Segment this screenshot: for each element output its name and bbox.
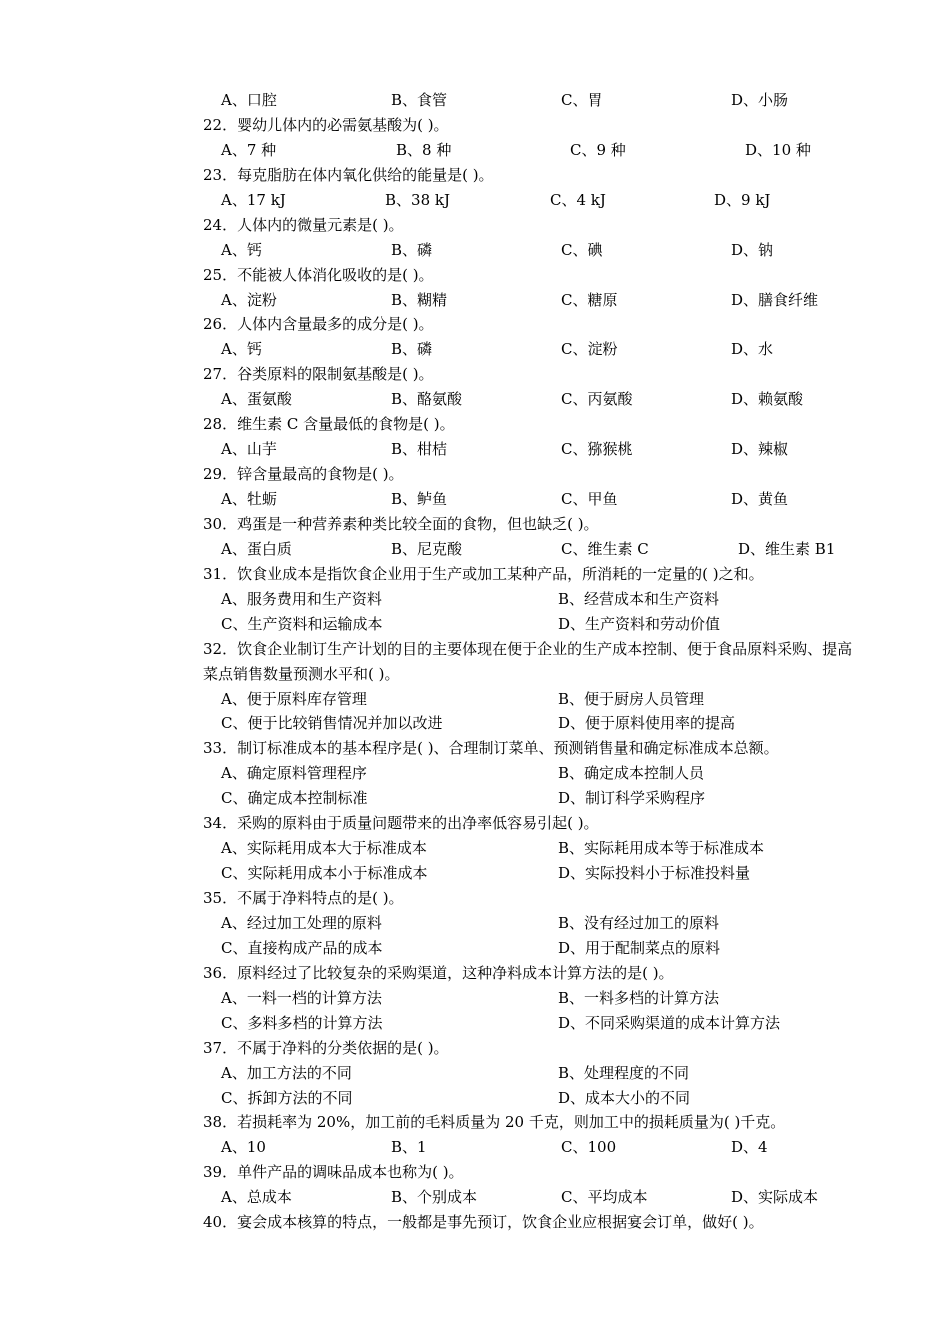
options-row: [0, 687, 950, 712]
option-d: D、水: [731, 340, 774, 359]
question-line: [0, 412, 950, 437]
option-b: B、1: [391, 1138, 427, 1157]
option-c: C、实际耗用成本小于标准成本: [221, 864, 428, 883]
option-a: A、口腔: [221, 91, 277, 109]
options-row: [0, 911, 950, 936]
question-line: [0, 961, 950, 986]
option-a: A、便于原料库存管理: [221, 689, 367, 708]
question-text: 37．不属于净料的分类依据的是( )。: [203, 1038, 449, 1057]
option-b: B、磷: [391, 240, 433, 259]
option-d: D、膳食纤维: [731, 290, 819, 309]
option-b: B、38 kJ: [385, 190, 450, 209]
question-line: [0, 213, 950, 238]
options-row: [0, 188, 950, 213]
options-row: [0, 1086, 950, 1111]
option-d: D、实际成本: [731, 1188, 819, 1207]
option-a: A、服务费用和生产资料: [221, 589, 382, 608]
question-line: [0, 736, 950, 761]
option-a: A、17 kJ: [221, 190, 286, 209]
options-row: [0, 88, 950, 113]
option-d: D、维生素 B1: [738, 539, 836, 558]
question-text: 24．人体内的微量元素是( )。: [203, 215, 404, 234]
options-row: [0, 612, 950, 637]
option-d: D、实际投料小于标准投料量: [558, 864, 751, 883]
option-a: A、钙: [221, 240, 262, 259]
option-b: B、经营成本和生产资料: [558, 589, 720, 608]
question-text: 27．谷类原料的限制氨基酸是( )。: [203, 365, 434, 384]
question-text: 36．原料经过了比较复杂的采购渠道，这种净料成本计算方法的是( )。: [203, 963, 674, 982]
option-c: C、猕猴桃: [561, 440, 633, 459]
option-d: D、10 种: [745, 140, 811, 159]
question-line: [0, 886, 950, 911]
options-row: [0, 761, 950, 786]
option-a: A、牡蛎: [221, 490, 277, 508]
question-text: 39．单件产品的调味品成本也称为( )。: [203, 1163, 464, 1182]
option-c: C、拆卸方法的不同: [221, 1088, 353, 1107]
question-text: 33．制订标准成本的基本程序是( )、合理制订菜单、预测销售量和确定标准成本总额。: [203, 739, 779, 758]
option-c: C、便于比较销售情况并加以改进: [221, 714, 443, 733]
question-line: [0, 1036, 950, 1061]
option-b: B、尼克酸: [391, 539, 463, 558]
options-row: [0, 1135, 950, 1160]
options-row: [0, 836, 950, 861]
options-row: [0, 1011, 950, 1036]
options-row: [0, 986, 950, 1011]
option-a: A、10: [221, 1138, 266, 1157]
question-text: 22．婴幼儿体内的必需氨基酸为( )。: [203, 115, 449, 134]
option-b: B、酪氨酸: [391, 390, 463, 409]
option-c: C、平均成本: [561, 1188, 648, 1207]
options-row: [0, 288, 950, 313]
option-b: B、糊精: [391, 290, 448, 309]
option-b: B、鲈鱼: [391, 490, 448, 508]
option-c: C、糖原: [561, 290, 618, 309]
option-a: A、一料一档的计算方法: [221, 988, 382, 1007]
question-line: [0, 1160, 950, 1185]
question-text: 25．不能被人体消化吸收的是( )。: [203, 265, 434, 284]
question-line: [0, 163, 950, 188]
option-d: D、用于配制菜点的原料: [558, 938, 721, 957]
option-c: C、维生素 C: [561, 539, 649, 558]
option-c: C、直接构成产品的成本: [221, 938, 383, 957]
option-b: B、确定成本控制人员: [558, 764, 705, 783]
question-text: 34．采购的原料由于质量问题带来的出净率低容易引起( )。: [203, 814, 599, 833]
option-b: B、柑桔: [391, 440, 448, 459]
option-c: C、淀粉: [561, 340, 618, 359]
question-line: [0, 1110, 950, 1135]
options-row: [0, 238, 950, 263]
options-row: [0, 786, 950, 811]
options-row: [0, 437, 950, 462]
option-b: B、个别成本: [391, 1188, 478, 1207]
options-row: [0, 711, 950, 736]
option-b: B、磷: [391, 340, 433, 359]
question-text: 30．鸡蛋是一种营养素种类比较全面的食物，但也缺乏( )。: [203, 514, 599, 533]
option-d: D、4: [731, 1138, 768, 1157]
question-line: [0, 637, 950, 687]
option-d: D、钠: [731, 240, 774, 259]
question-text: 26．人体内含量最多的成分是( )。: [203, 315, 434, 334]
question-line: [0, 1210, 950, 1235]
option-a: A、蛋氨酸: [221, 390, 292, 409]
option-a: A、钙: [221, 340, 262, 359]
question-text: 28．维生素 C 含量最低的食物是( )。: [203, 415, 455, 434]
options-row: [0, 861, 950, 886]
options-row: [0, 337, 950, 362]
option-d: D、不同采购渠道的成本计算方法: [558, 1013, 781, 1032]
question-line: [0, 263, 950, 288]
option-d: D、小肠: [731, 91, 789, 109]
options-row: [0, 537, 950, 562]
option-d: D、黄鱼: [731, 490, 789, 508]
option-a: A、山芋: [221, 440, 277, 459]
option-c: C、100: [561, 1138, 617, 1157]
option-d: D、赖氨酸: [731, 390, 804, 409]
question-text: 29．锌含量最高的食物是( )。: [203, 465, 404, 484]
option-c: C、9 种: [570, 140, 626, 159]
question-text: 40．宴会成本核算的特点，一般都是事先预订，饮食企业应根据宴会订单，做好( )。: [203, 1213, 764, 1232]
question-line: [0, 562, 950, 587]
option-b: B、处理程度的不同: [558, 1063, 690, 1082]
question-text: 38．若损耗率为 20%，加工前的毛料质量为 20 千克，则加工中的损耗质量为( )千克。: [203, 1113, 786, 1132]
options-row: [0, 587, 950, 612]
question-text: 35．不属于净料特点的是( )。: [203, 889, 404, 908]
option-c: C、确定成本控制标准: [221, 789, 368, 808]
option-a: A、总成本: [221, 1188, 292, 1207]
exam-page: [0, 88, 950, 1235]
options-row: [0, 1061, 950, 1086]
options-row: [0, 387, 950, 412]
option-c: C、生产资料和运输成本: [221, 614, 383, 633]
option-d: D、成本大小的不同: [558, 1088, 691, 1107]
question-line: [0, 811, 950, 836]
option-c: C、多料多档的计算方法: [221, 1013, 383, 1032]
question-text: 32．饮食企业制订生产计划的目的主要体现在便于企业的生产成本控制、便于食品原料采购、提高菜点销售数量预测水平和( )。: [203, 639, 853, 683]
question-line: [0, 462, 950, 487]
option-d: D、便于原料使用率的提高: [558, 714, 736, 733]
options-row: [0, 487, 950, 512]
option-b: B、一料多档的计算方法: [558, 988, 720, 1007]
question-line: [0, 113, 950, 138]
option-b: B、8 种: [396, 140, 452, 159]
option-b: B、便于厨房人员管理: [558, 689, 705, 708]
options-row: [0, 1185, 950, 1210]
question-line: [0, 362, 950, 387]
option-c: C、碘: [561, 240, 603, 259]
option-d: D、制订科学采购程序: [558, 789, 706, 808]
question-text: 23．每克脂肪在体内氧化供给的能量是( )。: [203, 165, 494, 184]
option-c: C、丙氨酸: [561, 390, 633, 409]
option-a: A、7 种: [221, 140, 277, 159]
question-line: [0, 312, 950, 337]
option-a: A、实际耗用成本大于标准成本: [221, 839, 427, 858]
option-a: A、淀粉: [221, 290, 277, 309]
option-d: D、辣椒: [731, 440, 789, 459]
option-c: C、甲鱼: [561, 490, 618, 508]
question-line: [0, 512, 950, 537]
option-b: B、实际耗用成本等于标准成本: [558, 839, 765, 858]
question-text: 31．饮食业成本是指饮食企业用于生产或加工某种产品，所消耗的一定量的( )之和。: [203, 564, 764, 583]
options-row: [0, 936, 950, 961]
option-d: D、生产资料和劳动价值: [558, 614, 721, 633]
option-c: C、4 kJ: [550, 190, 606, 209]
option-a: A、蛋白质: [221, 539, 292, 558]
option-d: D、9 kJ: [714, 190, 771, 209]
options-row: [0, 138, 950, 163]
option-b: B、食管: [391, 91, 448, 109]
option-c: C、胃: [561, 91, 603, 109]
option-a: A、经过加工处理的原料: [221, 913, 382, 932]
option-b: B、没有经过加工的原料: [558, 913, 720, 932]
option-a: A、确定原料管理程序: [221, 764, 367, 783]
option-a: A、加工方法的不同: [221, 1063, 352, 1082]
